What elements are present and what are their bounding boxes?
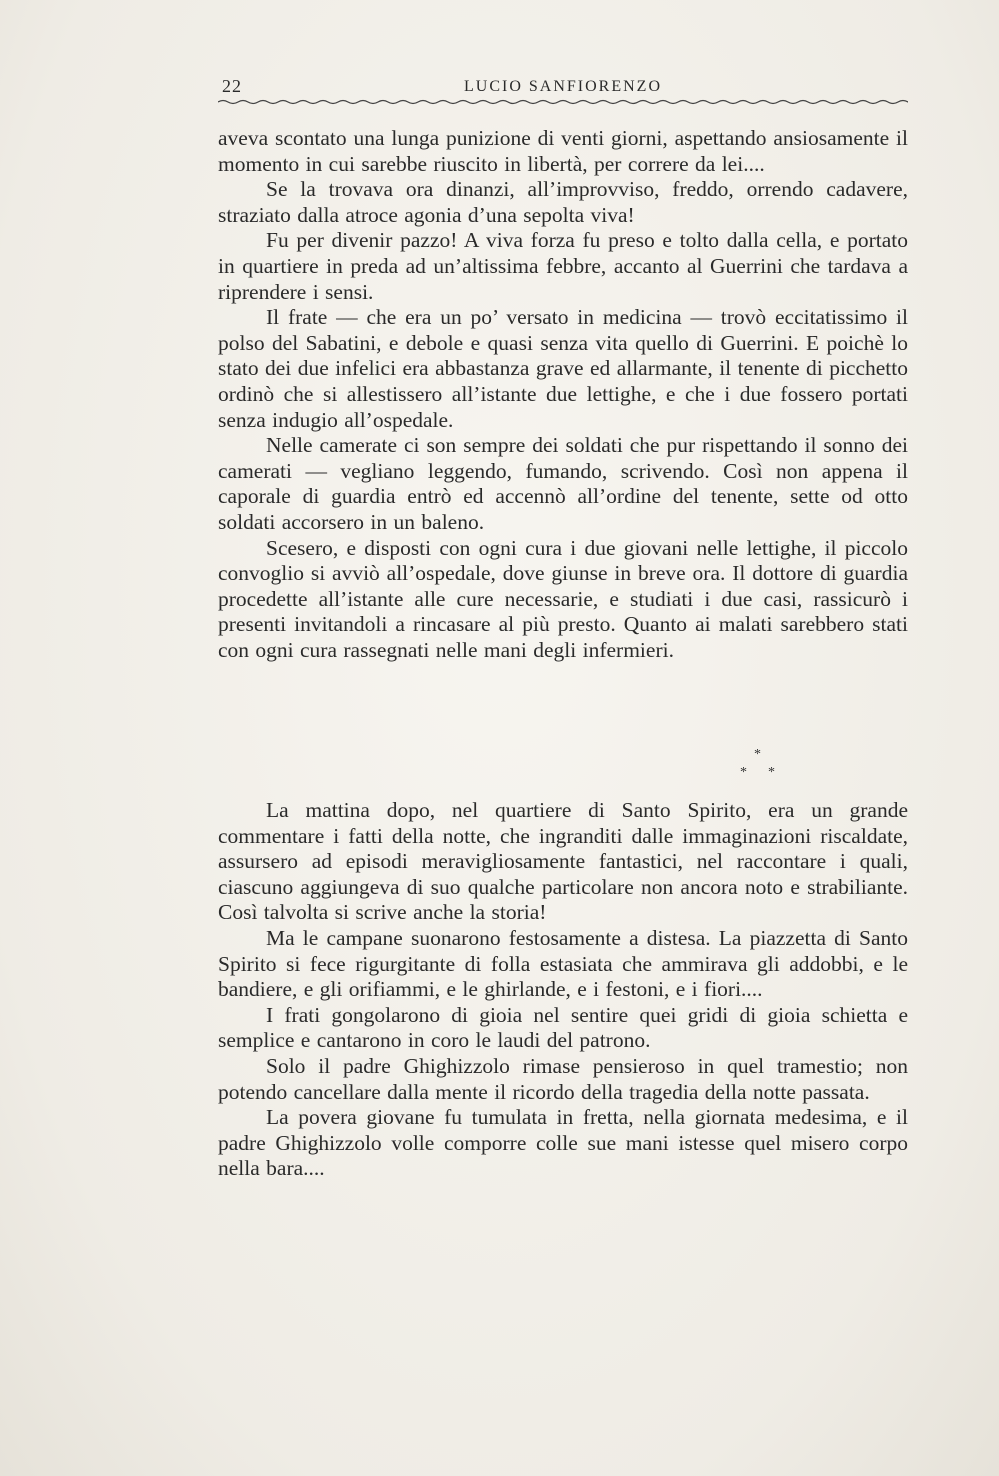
- page-number: 22: [222, 76, 242, 96]
- paragraph: aveva scontato una lunga punizione di venti giorni, aspettando ansiosamente il momento in cui sarebbe riuscito in libertà, per correre da lei....: [218, 126, 908, 176]
- text-section-2: [218, 798, 908, 1182]
- paragraph: I frati gongolarono di gioia nel sentire quei gridi di gioia schietta e semplice e cantarono in coro le laudi del patrono.: [218, 1002, 908, 1053]
- paragraph: Fu per divenir pazzo! A viva forza fu preso e tolto dalla cella, e portato in quartiere in preda ad un’altissima febbre, accanto al Guerrini che tardava a riprendere i sensi.: [218, 228, 908, 304]
- paragraph: La mattina dopo, nel quartiere di Santo Spirito, era un grande commentare i fatti della notte, che ingranditi dalle immaginazioni riscaldate, assursero ad episodi meravigliosamente fantastici, nel raccontare i quali, ciascuno aggiungeva di suo qualche particolare non ancora noto e strabiliante. Così talvolta si scrive anche la storia!: [218, 798, 908, 925]
- paragraph: Ma le campane suonarono festosamente a distesa. La piazzetta di Santo Spirito si fece rigurgitante di folla estasiata che ammirava gli addobbi, e le bandiere, e gli orifiammi, e le ghirlande, e i festoni, e i fiori....: [218, 925, 908, 1002]
- wavy-rule-line: [218, 101, 908, 104]
- paragraph: Scesero, e disposti con ogni cura i due giovani nelle lettighe, il piccolo convoglio si avviò all’ospedale, dove giunse in breve ora. Il dottore di guardia procedette all’istante alle cure necessarie, e studiati i due casi, rassicurò i presenti invitandoli a rincasare al più presto. Quanto ai malati sarebbero stati con ogni cura rassegnati nelle mani degli infermieri.: [218, 535, 908, 662]
- running-title: LUCIO SANFIORENZO: [464, 78, 662, 95]
- header-wavy-rule: [218, 96, 908, 108]
- section-break-asterism: [740, 748, 800, 790]
- asterism-star: *: [740, 765, 747, 780]
- paragraph: Se la trovava ora dinanzi, all’improvviso, freddo, orrendo cadavere, straziato dalla atroce agonia d’una sepolta viva!: [218, 177, 908, 227]
- asterism-star: *: [754, 747, 761, 762]
- asterism-star: *: [768, 765, 775, 780]
- paragraph: Il frate — che era un po’ versato in medicina — trovò eccitatissimo il polso del Sabatini, e debole e quasi senza vita quello di Guerrini. E poichè lo stato dei due infelici era abbastanza grave ed allarmante, il tenente di picchetto ordinò che si allestissero all’istante due lettighe, e che i due fossero portati senza indugio all’ospedale.: [218, 305, 908, 432]
- paragraph: La povera giovane fu tumulata in fretta, nella giornata medesima, e il padre Ghighizzolo volle comporre colle sue mani istesse quel misero corpo nella bara....: [218, 1105, 908, 1181]
- paragraph: Nelle camerate ci son sempre dei soldati che pur rispettando il sonno dei camerati — vegliano leggendo, fumando, scrivendo. Così non appena il caporale di guardia entrò ed accennò all’ordine del tenente, sette od otto soldati accorsero in un baleno.: [218, 433, 908, 534]
- paragraph: Solo il padre Ghighizzolo rimase pensieroso in quel tramestio; non potendo cancellare dalla mente il ricordo della tragedia della notte passata.: [218, 1053, 908, 1104]
- text-section-1: [218, 126, 908, 663]
